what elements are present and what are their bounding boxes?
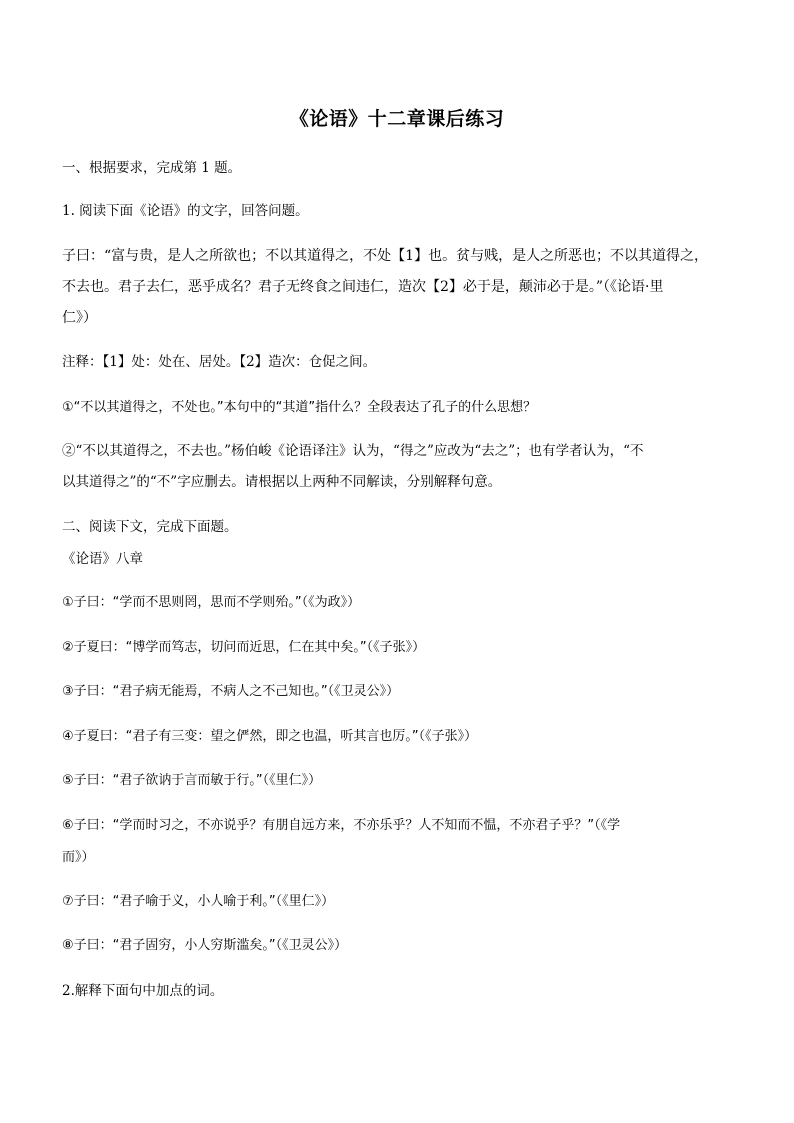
list-item-6-line-1: ⑥子曰：“学而时习之，不亦说乎？有朋自远方来，不亦乐乎？人不知而不愠，不亦君子乎？”（《学 — [62, 818, 621, 833]
annotation-note: 注释：【1】处：处在、居处。【2】造次：仓促之间。 — [62, 354, 377, 370]
sub-question-2-line-1: ②“不以其道得之，不去也。”杨伯峻《论语译注》认为，“得之”应改为“去之”；也有学者认为，“不 — [62, 443, 644, 459]
question2: 2.解释下面句中加点的词。 — [62, 983, 224, 999]
section2-subtitle: 《论语》八章 — [62, 551, 143, 567]
sub-question-1: ①“不以其道得之，不处也。”本句中的“其道”指什么？全段表达了孔子的什么思想？ — [62, 400, 537, 415]
section2-heading: 二、阅读下文，完成下面题。 — [62, 519, 238, 535]
list-item: ①子曰：“学而不思则罔，思而不学则殆。”（《为政》） — [62, 595, 361, 610]
sub-question-2-line-2: 以其道得之”的“不”字应删去。请根据以上两种不同解读，分别解释句意。 — [62, 474, 502, 490]
passage-line-1: 子曰：“富与贵，是人之所欲也；不以其道得之，不处【1】也。贫与贱，是人之所恶也；不以其道得之， — [62, 248, 709, 264]
list-item: ②子夏曰：“博学而笃志，切问而近思，仁在其中矣。”（《子张》） — [62, 640, 426, 655]
list-item: ⑤子曰：“君子欲讷于言而敏于行。”（《里仁》） — [62, 773, 322, 788]
section1-heading: 一、根据要求，完成第 1 题。 — [62, 160, 242, 176]
passage-line-3: 仁》） — [62, 310, 97, 326]
list-item: ⑦子曰：“君子喻于义，小人喻于利。”（《里仁》） — [62, 894, 335, 909]
list-item: ⑧子曰：“君子固穷，小人穷斯滥矣。”（《卫灵公》） — [62, 938, 348, 953]
passage-line-2: 不去也。君子去仁，恶乎成名？君子无终食之间违仁，造次【2】必于是，颠沛必于是。”（《论语·里 — [62, 279, 664, 295]
list-item-6-line-2: 而》） — [62, 850, 95, 865]
page-title: 《论语》十二章课后练习 — [289, 108, 505, 130]
list-item: ④子夏曰：“君子有三变：望之俨然，即之也温，听其言也厉。”（《子张》） — [62, 729, 478, 744]
question1-intro: 1. 阅读下面《论语》的文字，回答问题。 — [62, 203, 309, 219]
list-item: ③子曰：“君子病无能焉，不病人之不己知也。”（《卫灵公》） — [62, 684, 400, 699]
